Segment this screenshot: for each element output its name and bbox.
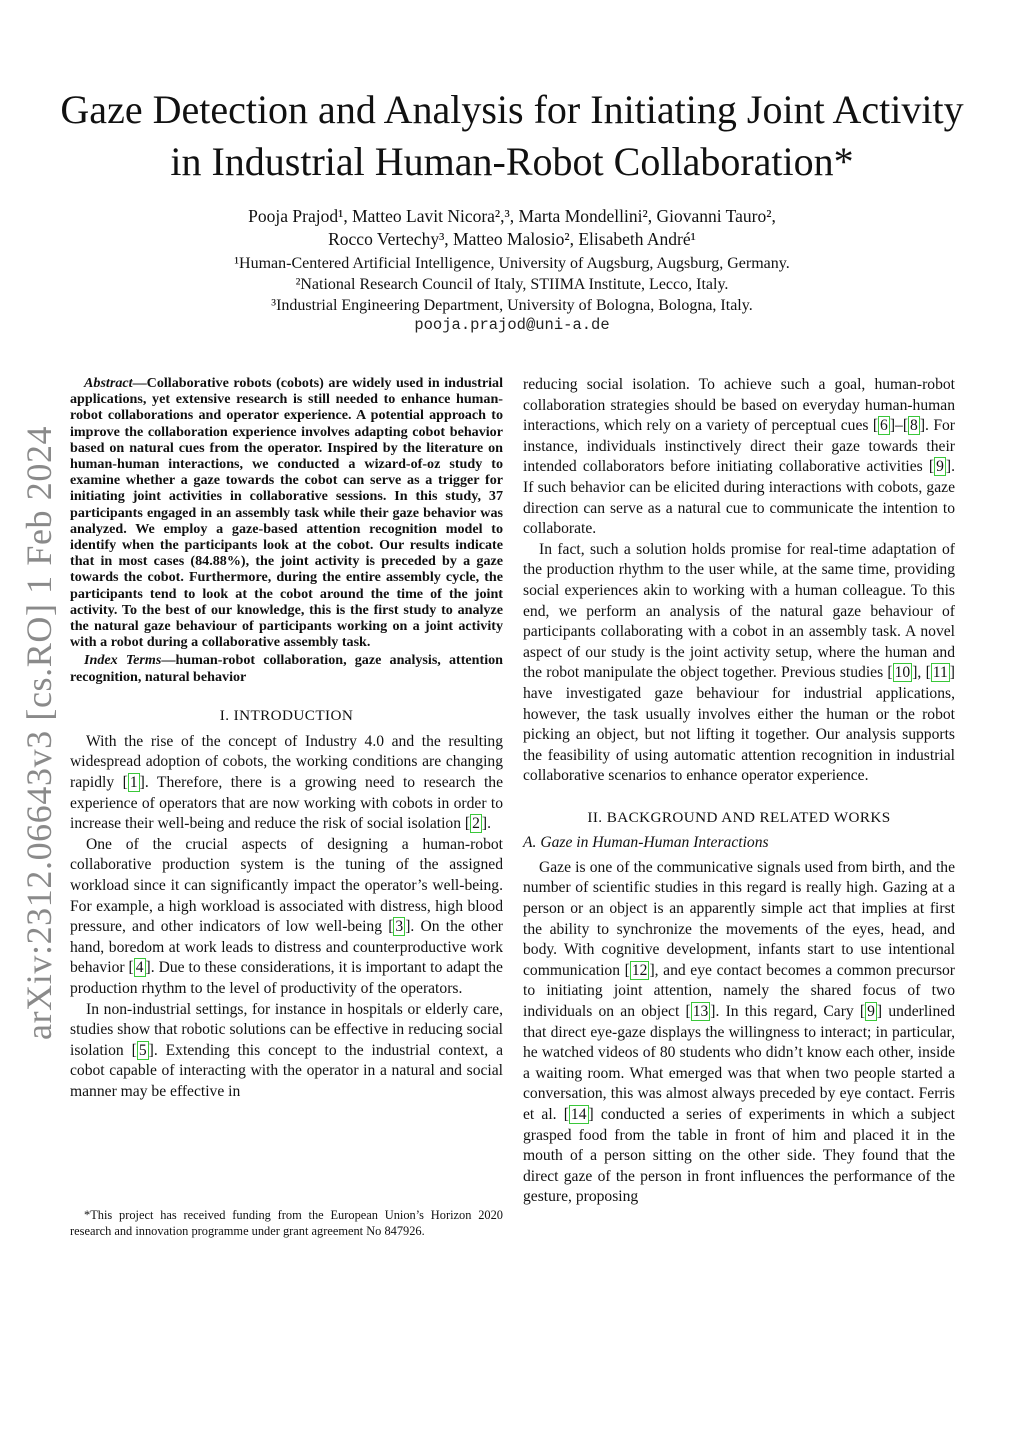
text-span: With the rise of the concept of Industry 4.0 and the resulting widespread adoption of cobots, the working conditions are changing rapidly bbox=[70, 732, 503, 792]
text-span: . If such behavior can be elicited during interactions with cobots, gaze direction can serve as a natural cue to communicate the intention to collaborate. bbox=[523, 458, 955, 538]
text-span: . Therefore, there is a growing need to research the experience of operators that are now working with cobots in order to increase their well-being and reduce the risk of social isolation bbox=[70, 774, 503, 833]
text-span: . On the other hand, boredom at work leads to distress and counterproductive work behavior bbox=[70, 918, 503, 977]
text-span: underlined that direct eye-gaze displays the willingness to interact; in particular, he watched videos of 80 students who didn’t know each other, inside a waiting room. What emerged was that when two people started a conversation, this was almost always preceded by eye contact. Ferris et al. bbox=[523, 1003, 956, 1123]
section-title-introduction: I. INTRODUCTION bbox=[219, 706, 354, 724]
text-span: . For instance, individuals instinctively direct their gaze towards their intended collaborators before initiating collaborative activities bbox=[523, 417, 955, 476]
subsection-title-gaze: A. Gaze in Human-Human Interactions bbox=[523, 833, 769, 851]
citation-link[interactable]: 9 bbox=[867, 1003, 875, 1021]
abstract bbox=[70, 375, 503, 650]
footnote-funding: *This project has received funding from the European Union’s Horizon 2020 research and innovation programme under grant agreement No 847926. bbox=[70, 1208, 503, 1238]
index-terms-label: Index Terms bbox=[84, 652, 162, 669]
right-paragraph-1: reducing social isolation. To achieve such a goal, human-robot collaboration strategies should be based on everyday human-human interactions, which rely on a variety of perceptual cues [ 6 ]–[ 8 ]. For instance, individuals instinctively direct their gaze towards their intended collaborators before initiating collaborative activities [ 9 ]. If such behavior can be elicited during interactions with cobots, gaze direction can serve as a natural cue to communicate the intention to collaborate. bbox=[523, 376, 955, 538]
abstract-text: —Collaborative robots (cobots) are widely used in industrial applications, yet extensive research is still needed to enhance human-robot collaborations and operator experience. A potential approach to improve the collaboration experience involves adapting cobot behavior based on natural cues from the operator. Inspired by the literature on human-human interactions, we conducted a wizard-of-oz study to examine whether a gaze towards the cobot can serve as a trigger for initiating joint activities in collaborative sessions. In this study, 37 participants engaged in an assembly task while their gaze behavior was analyzed. We employ a gaze-based attention recognition model to identify when the participants look at the cobot. Our results indicate that in most cases (84.88%), the joint activity is preceded by a gaze towards the cobot. Furthermore, during the entire assembly cycle, the participants tend to look at the cobot around the time of the joint activity. To the best of our knowledge, this is the first study to analyze the natural gaze behaviour of participants working on a joint activity with a robot during a collaborative assembly task. bbox=[70, 375, 503, 651]
affiliations bbox=[60, 253, 964, 316]
citation-link[interactable]: 3 bbox=[395, 918, 404, 936]
citation-link[interactable]: 9 bbox=[936, 458, 944, 476]
text-span: – bbox=[895, 417, 903, 435]
citation-link[interactable]: 11 bbox=[932, 664, 948, 682]
citation-link[interactable]: 12 bbox=[631, 961, 648, 979]
left-column bbox=[70, 375, 503, 1103]
right-column bbox=[523, 375, 955, 1208]
text-span: . In this regard, Cary bbox=[715, 1003, 860, 1021]
citation-link[interactable]: 14 bbox=[570, 1106, 587, 1123]
text-span: . bbox=[487, 815, 492, 833]
text-span: have investigated gaze behaviour for industrial applications, however, the task usually involves either the human or the robot picking an object, but not lifting it together. Our analysis supports the feasibility of using automatic attention recognition in industrial collaborative scenarios to enhance operator experience. bbox=[523, 684, 955, 785]
affiliation-1: ¹Human-Centered Artificial Intelligence, University of Augsburg, Augsburg, Germany. bbox=[234, 255, 790, 272]
citation-link[interactable]: 10 bbox=[894, 664, 911, 682]
affiliation-3: ³Industrial Engineering Department, University of Bologna, Bologna, Italy. bbox=[271, 297, 753, 314]
right-paragraph-3: Gaze is one of the communicative signals used from birth, and the number of scientific studies in this regard is really high. Gazing at a person or an object is an apparently simple act that implies at first the ability to synchronize the movements of the eyes, head, and body. With cognitive development, infants start to use intentional communication [ 12 ], and eye contact becomes a common precursor to initiating joint attention, namely the shared focus of two individuals on an object [ 13 ]. In this regard, Cary [ 9 ] underlined that direct eye-gaze displays the willingness to interact; in particular, he watched videos of 80 students who didn’t know each other, inside a waiting room. What emerged was that when two people started a conversation, this was almost always preceded by eye contact. Ferris et al. [ 14 ] conducted a series of experiments in which a subject grasped food from the table in front of him and placed it in the mouth of a person sitting on the other side. They found that the direct gaze of the person in front influences the performance of the gesture, proposing bbox=[523, 858, 956, 1206]
intro-paragraph-3: In non-industrial settings, for instance in hospitals or elderly care, studies show that robotic solutions can be effective in reducing social isolation [ 5 ]. Extending this concept to the industrial context, a cobot capable of interacting with the operator in a natural and social manner may be effective in bbox=[70, 1000, 504, 1100]
section-title-background: II. BACKGROUND AND RELATED WORKS bbox=[587, 808, 891, 826]
citation-link[interactable]: 13 bbox=[692, 1003, 709, 1021]
citation-link[interactable]: 6 bbox=[880, 417, 888, 435]
index-terms bbox=[70, 652, 503, 684]
index-terms-text: —human-robot collaboration, gaze analysis, attention recognition, natural behavior bbox=[70, 652, 504, 685]
text-span: , bbox=[917, 664, 926, 682]
citation-link[interactable]: 4 bbox=[135, 959, 144, 977]
text-span: conducted a series of experiments in which a subject grasped food from the table in front of him and placed it in the mouth of a person sitting on the other side. They found that the direct gaze of the person in front influences the performance of the gesture, proposing bbox=[523, 1106, 956, 1206]
text-span: One of the crucial aspects of designing a human-robot collaborative production system is the tuning of the assigned workload since it can significantly impact the operator’s well-being. For example, a high workload is associated with distress, high blood pressure, and other indicators of low well-being bbox=[70, 835, 503, 936]
citation-link[interactable]: 2 bbox=[472, 815, 480, 833]
citation-link[interactable]: 8 bbox=[910, 417, 918, 435]
paper-title: Gaze Detection and Analysis for Initiating Joint Activity in Industrial Human-Robot Collaboration* bbox=[60, 87, 964, 184]
text-span: Gaze is one of the communicative signals used from birth, and the number of scientific studies in this regard is really high. Gazing at a person or an object is an apparently simple act that implies at first the ability to synchronize the movements of the eyes, head, and body. With cognitive development, infants start to use intentional communication bbox=[523, 858, 955, 979]
citation-link[interactable]: 5 bbox=[138, 1041, 147, 1059]
authors-line-1: Pooja Prajod¹, Matteo Lavit Nicora²,³, Marta Mondellini², Giovanni Tauro², bbox=[248, 206, 776, 226]
text-span: reducing social isolation. To achieve such a goal, human-robot collaboration strategies should be based on everyday human-human interactions, which rely on a variety of perceptual cues bbox=[523, 376, 955, 435]
intro-paragraph-2: One of the crucial aspects of designing a human-robot collaborative production system is the tuning of the assigned workload since it can significantly impact the operator’s well-being. For example, a high workload is associated with distress, high blood pressure, and other indicators of low well-being [ 3 ]. On the other hand, boredom at work leads to distress and counterproductive work behavior [ 4 ]. Due to these considerations, it is important to adapt the production rhythm to the level of productivity of the operators. bbox=[70, 835, 503, 997]
text-span: , and eye contact becomes a common precursor to initiating joint attention, namely the shared focus of two individuals on an object bbox=[523, 961, 956, 1021]
citation-link[interactable]: 1 bbox=[129, 774, 138, 792]
text-span: In fact, such a solution holds promise for real-time adaptation of the production rhythm to the user while, at the same time, providing social experiences akin to working with a human colleague. To this end, we perform an analysis of the natural gaze behaviour of participants collaborating with a cobot in an assembly task. A novel aspect of our study is the joint activity setup, where the human and the robot manipulate the object together. Previous studies bbox=[523, 540, 955, 682]
text-span: In non-industrial settings, for instance in hospitals or elderly care, studies show that robotic solutions can be effective in reducing social isolation bbox=[70, 1000, 503, 1059]
authors-line-2: Rocco Vertechy³, Matteo Malosio², Elisabeth André¹ bbox=[328, 229, 696, 249]
contact-email[interactable]: pooja.prajod@uni-a.de bbox=[414, 316, 610, 334]
text-span: . Extending this concept to the industrial context, a cobot capable of interacting with the operator in a natural and social manner may be effective in bbox=[70, 1041, 504, 1100]
intro-paragraph-1: With the rise of the concept of Industry 4.0 and the resulting widespread adoption of cobots, the working conditions are changing rapidly [ 1 ]. Therefore, there is a growing need to research the experience of operators that are now working with cobots in order to increase their well-being and reduce the risk of social isolation [ 2 ]. bbox=[70, 732, 503, 833]
right-paragraph-2: In fact, such a solution holds promise for real-time adaptation of the production rhythm to the user while, at the same time, providing social experiences akin to working with a human colleague. To this end, we perform an analysis of the natural gaze behaviour of participants collaborating with a cobot in an assembly task. A novel aspect of our study is the joint activity setup, where the human and the robot manipulate the object together. Previous studies [ 10 ], [ 11 ] have investigated gaze behaviour for industrial applications, however, the task usually involves either the human or the robot picking an object, but not lifting it together. Our analysis supports the feasibility of using automatic attention recognition in industrial collaborative scenarios to enhance operator experience. bbox=[523, 540, 955, 785]
text-span: . Due to these considerations, it is important to adapt the production rhythm to the level of productivity of the operators. bbox=[70, 959, 503, 997]
author-list bbox=[60, 205, 964, 251]
abstract-label: Abstract bbox=[84, 375, 133, 391]
arxiv-watermark: arXiv:2312.06643v3 [cs.RO] 1 Feb 2024 bbox=[19, 425, 59, 1040]
affiliation-2: ²National Research Council of Italy, STIIMA Institute, Lecco, Italy. bbox=[295, 276, 729, 293]
